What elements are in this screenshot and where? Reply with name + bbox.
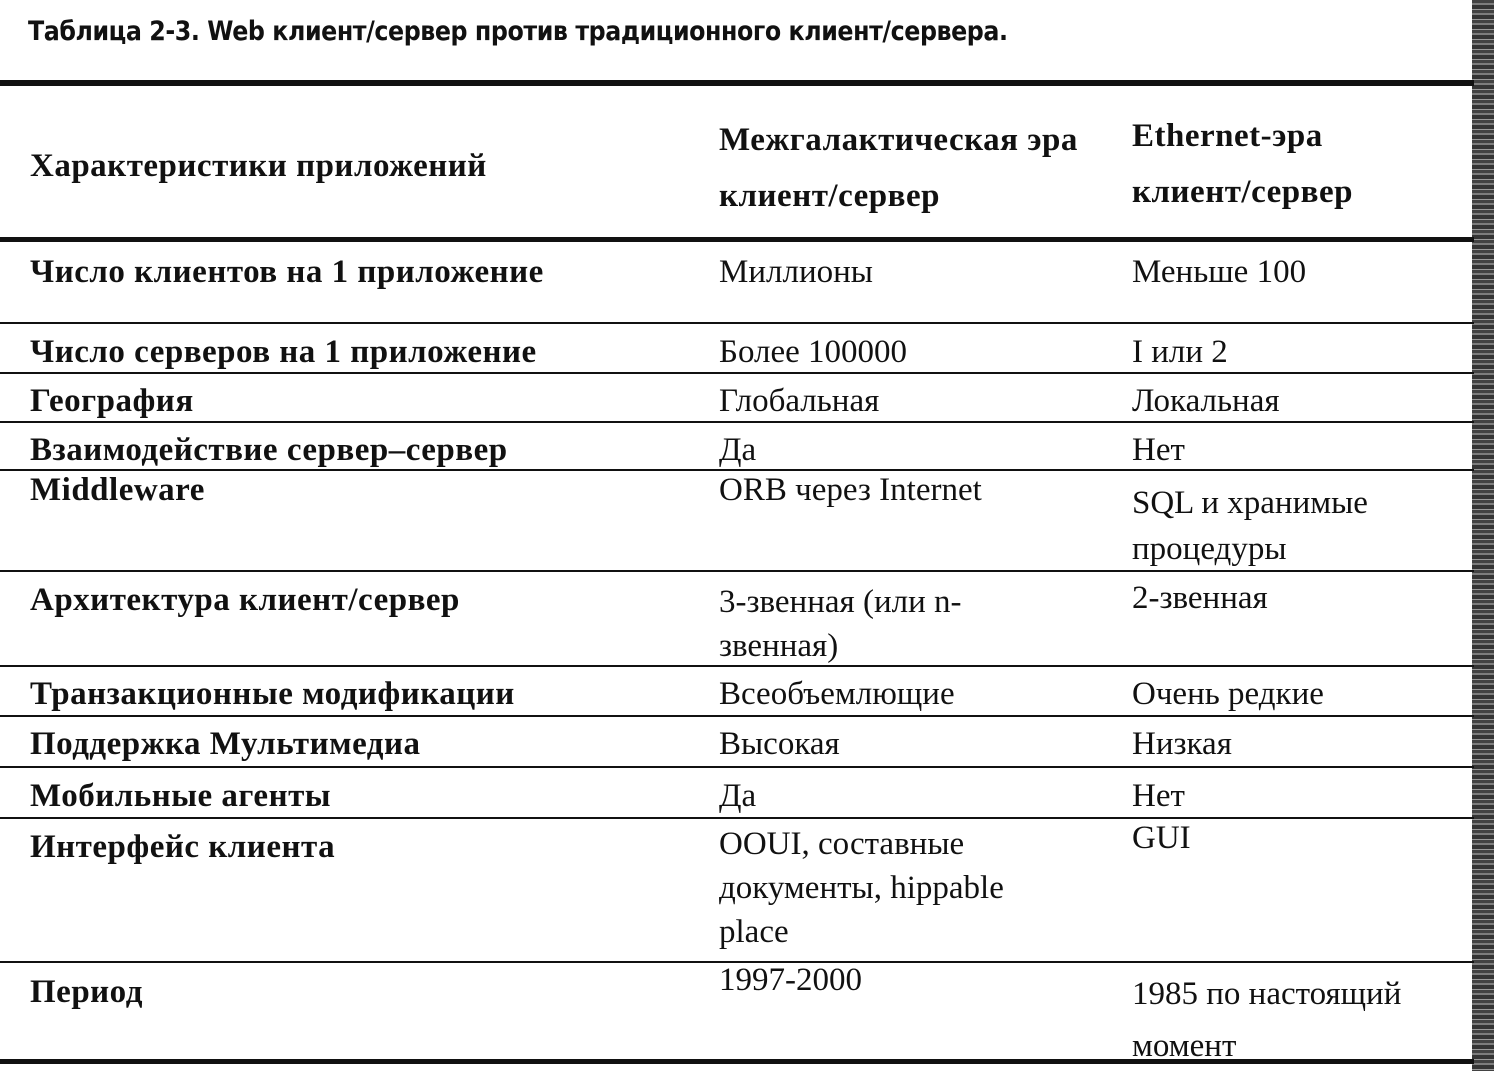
- header-col-characteristics: Характеристики приложений: [30, 148, 487, 184]
- row-intergalactic-value: ORB через Internet: [719, 472, 982, 508]
- row-label: География: [30, 383, 194, 419]
- row-intergalactic-value: Миллионы: [719, 254, 873, 290]
- row-intergalactic-value: OOUI, составные документы, hippable place: [719, 826, 1004, 950]
- row-ethernet-value: Нет: [1132, 778, 1185, 814]
- row-intergalactic-value: Всеобъемлющие: [719, 676, 955, 712]
- header-col-intergalactic: Межгалактическая эра клиент/сервер: [719, 122, 1078, 214]
- row-label: Число серверов на 1 приложение: [30, 334, 537, 370]
- header-bottom-rule: [0, 237, 1474, 242]
- row-ethernet-value: Очень редкие: [1132, 676, 1324, 712]
- row-divider: [0, 421, 1474, 423]
- row-ethernet-value: Низкая: [1132, 726, 1232, 762]
- row-label: Мобильные агенты: [30, 778, 332, 814]
- row-intergalactic-value: 3-звенная (или n-звенная): [719, 584, 962, 664]
- row-intergalactic-value: Да: [719, 432, 757, 468]
- row-ethernet-value: 1985 по настоящий момент: [1132, 976, 1402, 1064]
- row-label: Интерфейс клиента: [30, 829, 336, 865]
- row-label: Взаимодействие сервер–сервер: [30, 432, 508, 468]
- row-ethernet-value: Локальная: [1132, 383, 1280, 419]
- row-intergalactic-value: Более 100000: [719, 334, 908, 370]
- row-divider: [0, 715, 1474, 717]
- row-ethernet-value: Меньше 100: [1132, 254, 1307, 290]
- row-label: Транзакционные модификации: [30, 676, 515, 712]
- row-divider: [0, 766, 1474, 768]
- table-top-rule: [0, 80, 1474, 86]
- row-ethernet-value: I или 2: [1132, 334, 1228, 370]
- row-label: Число клиентов на 1 приложение: [30, 254, 544, 290]
- row-ethernet-value: 2-звенная: [1132, 580, 1268, 616]
- row-label: Поддержка Мультимедиа: [30, 726, 421, 762]
- scan-edge-artifact: [1472, 0, 1494, 1071]
- row-intergalactic-value: 1997-2000: [719, 962, 862, 998]
- row-label: Период: [30, 974, 143, 1010]
- table-caption: Таблица 2-3. Web клиент/сервер против традиционного клиент/сервера.: [28, 16, 1008, 47]
- row-divider: [0, 817, 1474, 819]
- row-divider: [0, 372, 1474, 374]
- header-col-ethernet: Ethernet-эра клиент/сервер: [1132, 118, 1353, 210]
- row-intergalactic-value: Высокая: [719, 726, 840, 762]
- row-divider: [0, 322, 1474, 324]
- row-intergalactic-value: Да: [719, 778, 757, 814]
- row-label: Middleware: [30, 472, 205, 508]
- row-ethernet-value: Нет: [1132, 432, 1185, 468]
- row-ethernet-value: GUI: [1132, 820, 1191, 856]
- row-intergalactic-value: Глобальная: [719, 383, 880, 419]
- row-label: Архитектура клиент/сервер: [30, 582, 460, 618]
- row-ethernet-value: SQL и хранимые процедуры: [1132, 485, 1368, 567]
